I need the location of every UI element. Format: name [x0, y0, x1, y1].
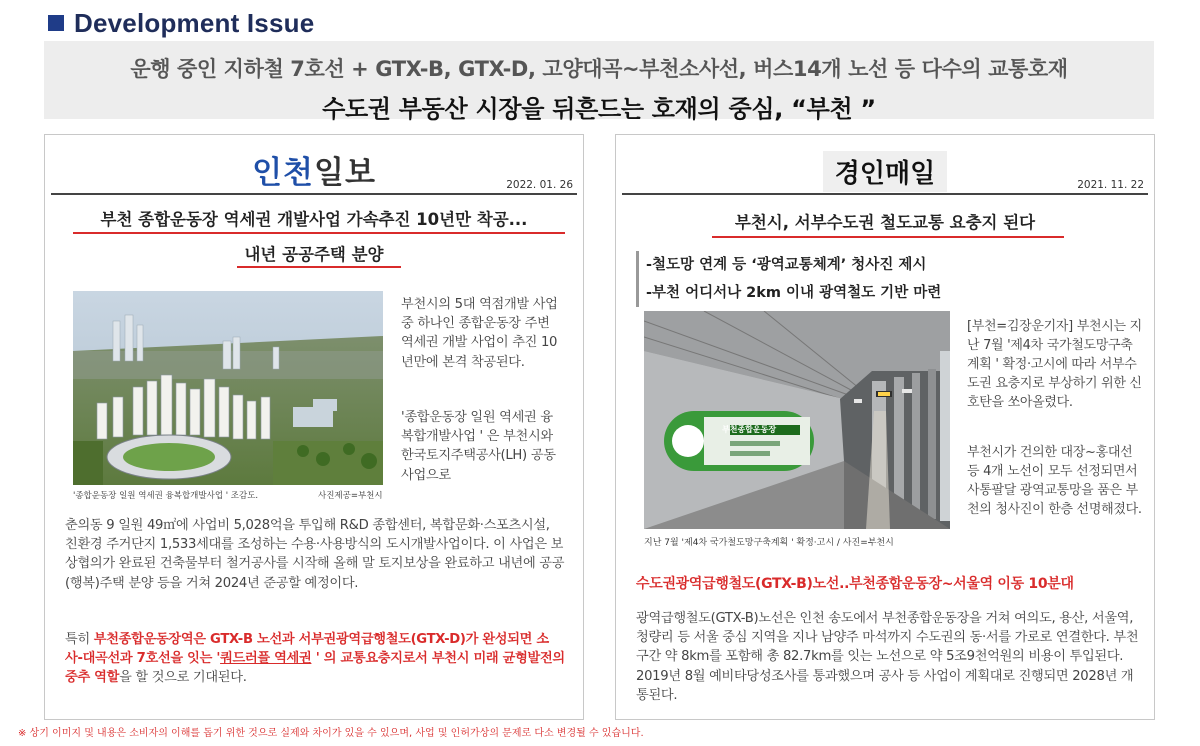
- masthead-incheon-ilbo: [45, 147, 583, 192]
- aerial-rendering-image: [73, 291, 383, 485]
- body-paragraph: 광역급행철도(GTX-B)노선은 인천 송도에서 부천종합운동장을 거쳐 여의도, 용산, 서울역, 청량리 등 서울 중심 지역을 지나 남양주 마석까지 수도권의 동·서를 가로로 연결한다. 부천 구간 약 8km를 포함해 총 82.7km를 잇는 노선으로 약 5조9천억원의 비용이 투입된다. 2019년 8월 예비타당성조사를 통과했으며 공사 등 사업이 계획대로 진행되면 2028년 개통된다.: [636, 611, 1139, 703]
- headline-underline: [237, 266, 401, 268]
- divider: [51, 193, 577, 195]
- section-heading: 수도권광역급행철도(GTX-B)노선..부천종합운동장~서울역 이동 10분대: [636, 576, 1074, 592]
- banner-line-1: 운행 중인 지하철 7호선 + GTX-B, GTX-D, 고양대곡~부천소사선, 버스14개 노선 등 다수의 교통호재: [130, 57, 1068, 81]
- photo-credit: 사진제공=부천시: [318, 491, 383, 501]
- headline-2: 내년 공공주택 분양: [244, 245, 384, 264]
- headline: 부천시, 서부수도권 철도교통 요충지 된다: [734, 213, 1036, 232]
- right-news-clipping: [615, 134, 1155, 720]
- masthead-part-b: 일보: [314, 155, 376, 190]
- side-paragraph-1: 부천시의 5대 역점개발 사업 중 하나인 종합운동장 주변 역세권 개발 사업이 추진 10년만에 본격 착공된다.: [401, 297, 558, 370]
- body-paragraph: 춘의동 9 일원 49㎡에 사업비 5,028억을 투입해 R&D 종합센터, 복합문화·스포츠시설, 친환경 주거단지 1,533세대를 조성하는 수용·사용방식의 도시개발사업이다. 이 사업은 보상협의가 완료된 건축물부터 철거공사를 시작해 올해 말 토지보상을 완료하고 내년에 공공(행복)주택 분양 등을 거쳐 2024년 준공할 예정이다.: [65, 518, 565, 591]
- station-sign-text: 부천종합운동장: [722, 425, 777, 434]
- section-title: Development Issue: [74, 7, 315, 38]
- divider: [622, 193, 1148, 195]
- square-bullet-icon: [48, 15, 64, 31]
- subheading-2: -부천 어디서나 2km 이내 광역철도 기반 마련: [646, 285, 942, 301]
- headline-banner: [44, 41, 1154, 123]
- photo-caption: 지난 7월 '제4차 국가철도망구축계획 ' 확정·고시 / 사진=부천시: [644, 538, 894, 548]
- section-header: [48, 8, 314, 38]
- photo-caption: '종합운동장 일원 역세권 융복합개발사업 ' 조감도.: [73, 491, 259, 501]
- side-paragraph-1: [부천=김장운기자] 부천시는 지난 7월 '제4차 국가철도망구축계획 ' 확정·고시에 따라 서부수도권 요충지로 부상하기 위한 신호탄을 쏘아올렸다.: [967, 319, 1142, 410]
- headline-underline: [73, 232, 565, 234]
- left-news-clipping: [44, 134, 584, 720]
- banner-line-2: 수도권 부동산 시장을 뒤흔드는 호재의 중심, “부천 ”: [322, 95, 876, 123]
- disclaimer: ※ 상기 이미지 및 내용은 소비자의 이해를 돕기 위한 것으로 실제와 차이가 있을 수 있으며, 사업 및 인허가상의 문제로 다소 변경될 수 있습니다.: [18, 728, 644, 739]
- subheading-1: -철도망 연계 등 ‘광역교통체계’ 청사진 제시: [646, 257, 927, 273]
- masthead-part-a: 인천: [252, 155, 314, 190]
- masthead-title: 경인매일: [823, 151, 947, 192]
- quote-bar: [636, 251, 639, 307]
- side-paragraph-2: '종합운동장 일원 역세권 융복합개발사업 ' 은 부천시와 한국토지주택공사(LH) 공동사업으로: [401, 410, 556, 483]
- headline-underline: [712, 236, 1064, 238]
- article-date: 2021. 11. 22: [1077, 179, 1144, 191]
- subway-platform-image: [644, 311, 950, 529]
- side-paragraph-2: 부천시가 건의한 대장~홍대선 등 4개 노선이 모두 선정되면서 사통팔달 광역교통망을 품은 부천의 청사진이 한층 선명해졌다.: [967, 445, 1142, 517]
- highlight-paragraph: 특히 부천종합운동장역은 GTX-B 노선과 서부권광역급행철도(GTX-D)가 완성되면 소사-대곡선과 7호선을 잇는 '쿼드러플 역세권 ' 의 교통요충지로서 부천시 미래 균형발전의 중추 역할을 할 것으로 기대된다.: [65, 632, 565, 686]
- article-date: 2022. 01. 26: [506, 179, 573, 191]
- headline-1: 부천 종합운동장 역세권 개발사업 가속추진 10년만 착공...: [100, 210, 528, 229]
- masthead-kyeongin-maeil: [616, 151, 1154, 192]
